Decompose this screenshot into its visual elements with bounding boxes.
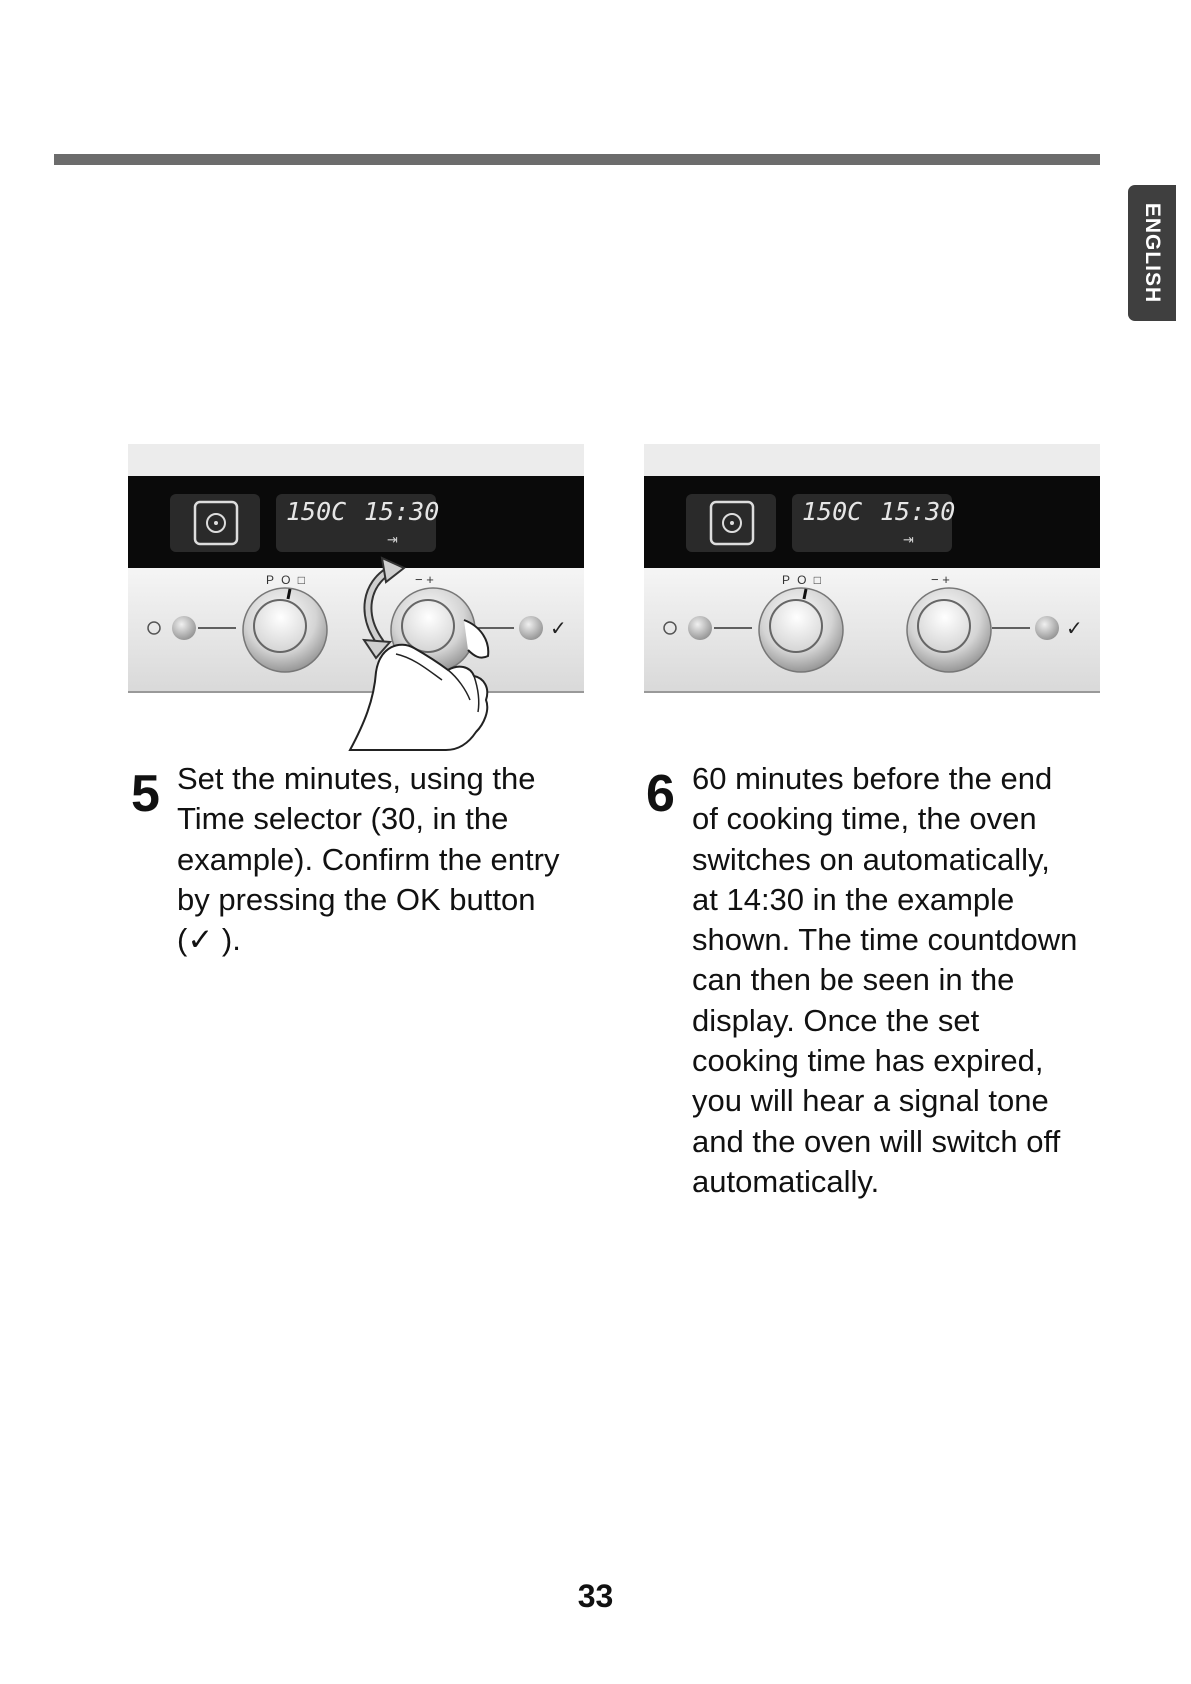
display-time: 15:30 [880, 497, 956, 526]
step-6-line: automatically. [692, 1163, 880, 1199]
step-6-line: and the oven will switch off [692, 1123, 1061, 1159]
step-5-text [177, 759, 597, 960]
step-6-line: shown. The time countdown [692, 922, 1078, 958]
language-tab-label: ENGLISH [1141, 202, 1164, 304]
step-6-line: at 14:30 in the example [692, 881, 1015, 917]
header-rule [54, 154, 1100, 165]
ok-icon: ✓ [550, 618, 567, 640]
step-6-number: 6 [646, 765, 675, 823]
control-panel [644, 568, 1100, 692]
time-knob-marks: − + [415, 572, 434, 587]
program-knob-marks: P O □ [782, 573, 824, 587]
step-5-number: 5 [131, 765, 160, 823]
oven-panel-illustration-step-5 [128, 444, 584, 754]
display-temperature: 150C [286, 497, 347, 526]
step-6-line: display. Once the set [692, 1002, 980, 1038]
panel-top-trim [128, 444, 584, 476]
ok-button [519, 616, 543, 640]
step-5-line: Set the minutes, using the [177, 761, 536, 796]
step-6-line: 60 minutes before the end [692, 761, 1053, 796]
step-5-line: example). Confirm the entry [177, 841, 560, 877]
display-temperature: 150C [802, 497, 863, 526]
end-time-icon: ⇥ [387, 533, 398, 548]
panel-top-trim [644, 444, 1100, 476]
display-time: 15:30 [364, 497, 440, 526]
step-5-line: Time selector (30, in the [177, 801, 509, 837]
ok-icon: ✓ [1066, 618, 1083, 640]
end-time-icon: ⇥ [903, 533, 914, 548]
step-6-text [692, 759, 1102, 1202]
time-knob-marks: − + [931, 572, 950, 587]
step-6-line: can then be seen in the [692, 962, 1015, 998]
step-6-line: switches on automatically, [692, 841, 1050, 877]
ok-button [1035, 616, 1059, 640]
control-panel [128, 568, 584, 692]
step-5-line: (✓ ). [177, 922, 241, 958]
step-5-line: by pressing the OK button [177, 881, 536, 917]
language-tab [1128, 185, 1176, 321]
step-6-line: cooking time has expired, [692, 1043, 1044, 1079]
light-button [688, 616, 712, 640]
light-button [172, 616, 196, 640]
step-6-line: you will hear a signal tone [692, 1083, 1049, 1119]
program-knob-marks: P O □ [266, 573, 308, 587]
page-number: 33 [577, 1578, 614, 1614]
step-6-line: of cooking time, the oven [692, 801, 1037, 837]
oven-panel-illustration-step-6 [644, 444, 1100, 754]
